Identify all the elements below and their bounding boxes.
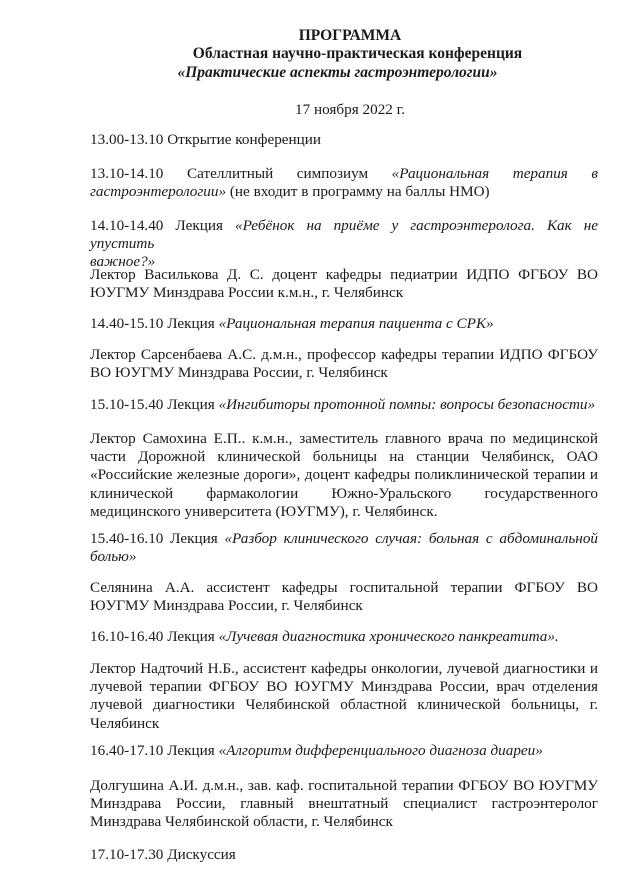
item-title-part2: важное?» — [90, 253, 156, 271]
program-item-lecture-1 — [90, 217, 598, 272]
lecturer-info-4: Селянина А.А. ассистент кафедры госпитальной терапии ФГБОУ ВО ЮУГМУ Минздрава России, г. Челябинск — [90, 579, 598, 615]
item-type: Лекция — [175, 217, 223, 234]
item-time: 15.40-16.10 — [90, 530, 164, 547]
item-title-part2: гастроэнтерологии» — [90, 183, 227, 201]
item-type: Лекция — [167, 315, 215, 332]
item-time: 14.40-15.10 — [90, 315, 164, 332]
item-time: 17.10-17.30 — [90, 846, 164, 863]
item-text: Открытие конференции — [167, 131, 322, 148]
item-time: 15.10-15.40 — [90, 396, 164, 413]
item-title: «Алгоритм дифференциального диагноза диареи» — [218, 742, 543, 759]
item-time: 16.40-17.10 — [90, 742, 164, 759]
item-title: «Ингибиторы протонной помпы: вопросы безопасности» — [218, 396, 596, 413]
program-item-lecture-5 — [90, 628, 598, 646]
program-item-opening — [90, 131, 598, 149]
program-item-lecture-6 — [90, 742, 598, 760]
conference-name: «Практические аспекты гастроэнтерологии» — [177, 64, 498, 81]
item-time: 14.10-14.40 — [90, 217, 164, 234]
item-type: Лекция — [170, 530, 218, 547]
lecturer-info-2: Лектор Сарсенбаева А.С. д.м.н., профессор кафедры терапии ИДПО ФГБОУ ВО ЮУГМУ Минздрава России, г. Челябинск — [90, 346, 598, 382]
lecturer-info-6: Долгушина А.И. д.м.н., зав. каф. госпитальной терапии ФГБОУ ВО ЮУГМУ Минздрава России, главный внештатный специалист гастроэнтеролог Минздрава Челябинской области, г. Челябинск — [90, 777, 598, 831]
conference-date: 17 ноября 2022 г. — [295, 101, 405, 118]
conference-subtitle: Областная научно-практическая конференция — [192, 45, 523, 62]
item-type: Лекция — [167, 742, 215, 759]
item-note: (не входит в программу на баллы НМО) — [229, 183, 490, 201]
item-time: 16.10-16.40 — [90, 628, 164, 645]
lecturer-info-1: Лектор Василькова Д. С. доцент кафедры педиатрии ИДПО ФГБОУ ВО ЮУГМУ Минздрава России к.м.н., г. Челябинск — [90, 266, 598, 302]
document-title: ПРОГРАММА — [298, 27, 402, 44]
program-item-lecture-2 — [90, 315, 598, 333]
program-item-discussion — [90, 846, 598, 864]
program-item-lecture-4 — [90, 530, 598, 566]
item-title: «Лучевая диагностика хронического панкреатита». — [218, 628, 559, 645]
item-title-part1: «Ребёнок на приёме у гастроэнтеролога. Как не упустить — [90, 217, 598, 253]
item-type: Лекция — [167, 628, 215, 645]
item-type: Сателлитный симпозиум — [186, 165, 369, 182]
item-title: «Разбор клинического случая: больная с абдоминальной болью» — [90, 530, 599, 566]
lecturer-info-3: Лектор Самохина Е.П.. к.м.н., заместитель главного врача по медицинской части Дорожной клинической больницы на станции Челябинск, ОАО «Российские железные дороги», доцент кафедры поликлинической терапии и клинической фармакологии Южно-Уральского государственного медицинского университета (ЮУГМУ), г. Челябинск. — [90, 430, 598, 520]
item-title-part1: «Рациональная терапия в — [391, 165, 599, 182]
program-item-symposium — [90, 165, 598, 201]
lecturer-info-5: Лектор Надточий Н.Б., ассистент кафедры онкологии, лучевой диагностики и лучевой терапии ФГБОУ ВО ЮУГМУ Минздрава России, врач отделения лучевой диагностики Челябинской областной клинической больницы, г. Челябинск — [90, 660, 598, 732]
program-item-lecture-3 — [90, 396, 598, 414]
item-type: Лекция — [167, 396, 215, 413]
item-time: 13.10-14.10 — [90, 165, 164, 182]
item-text: Дискуссия — [167, 846, 236, 863]
item-time: 13.00-13.10 — [90, 131, 164, 148]
item-title: «Рациональная терапия пациента с СРК» — [218, 315, 494, 332]
